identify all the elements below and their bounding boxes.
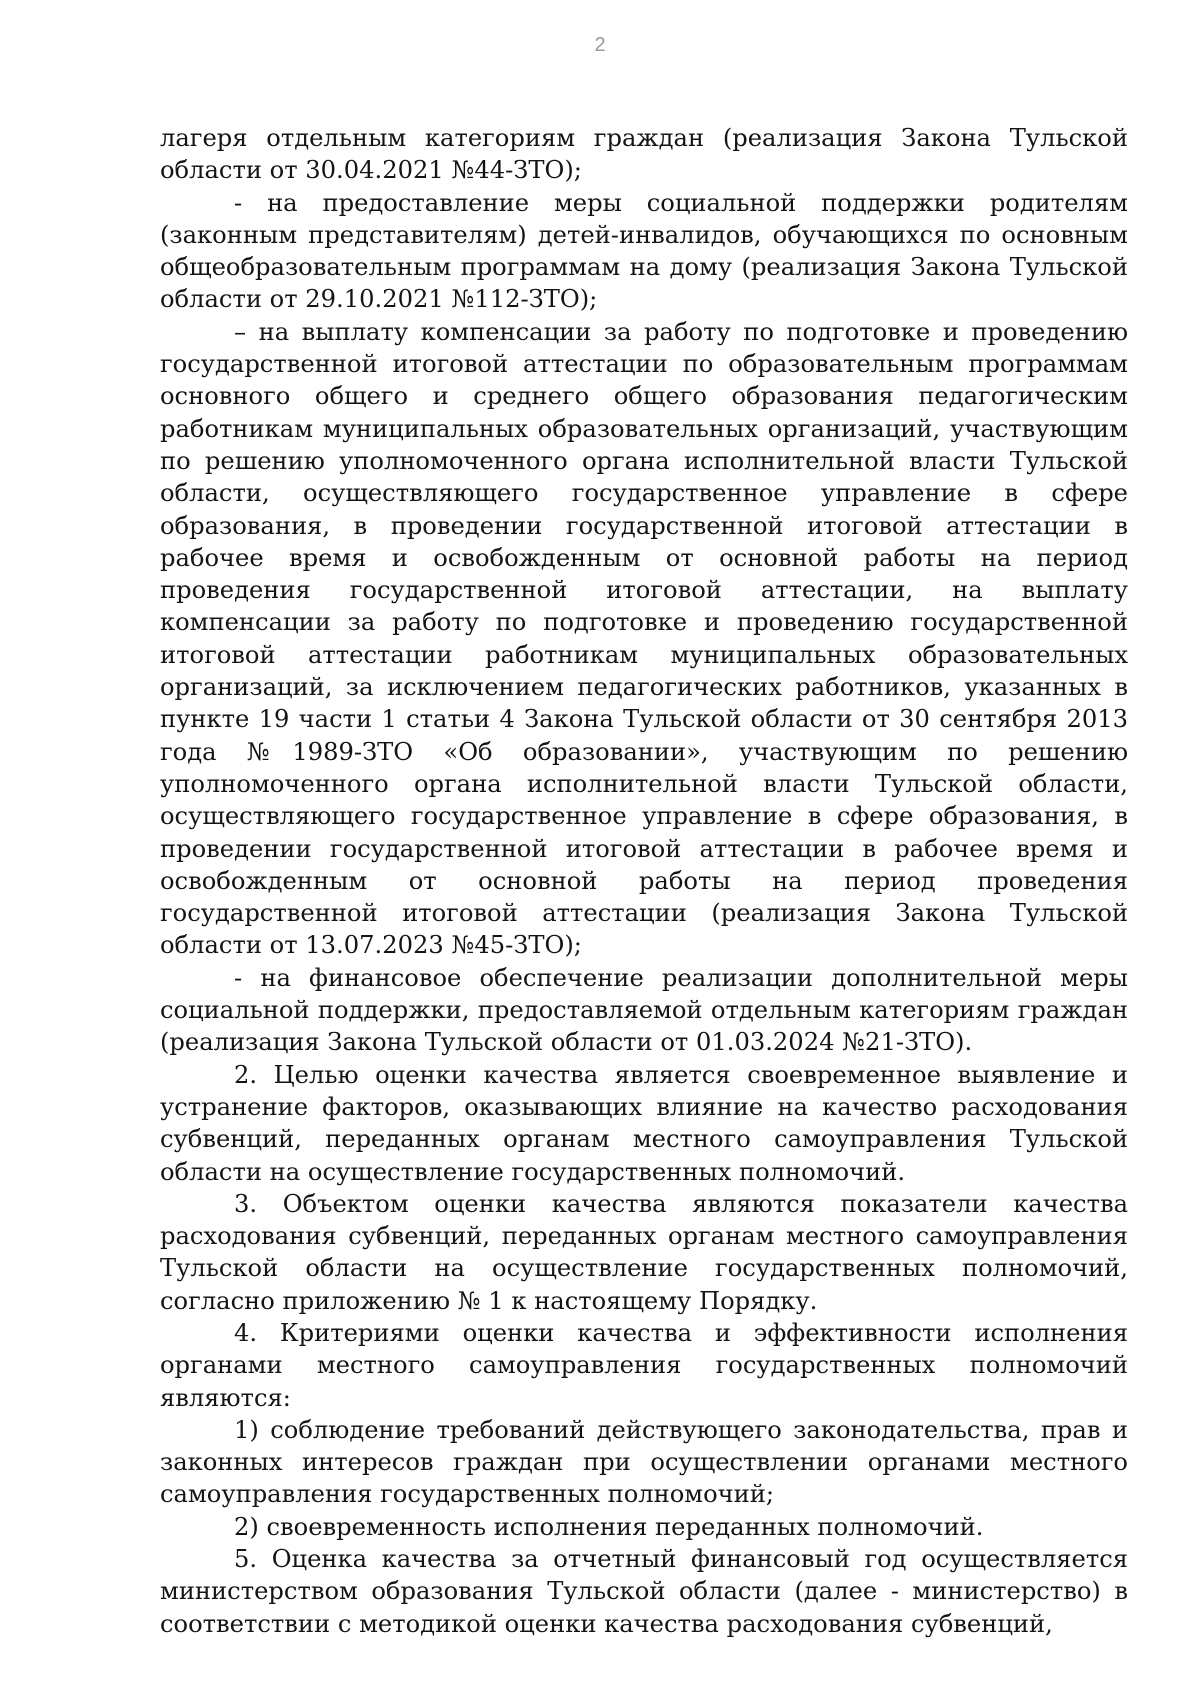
page-number: 2: [594, 34, 606, 56]
paragraph-item-5: 5. Оценка качества за отчетный финансовый год осуществляется министерством образования Тульской области (далее - министерство) в соответствии с методикой оценки качества расходования субвенций,: [160, 1545, 1128, 1638]
document-body: [160, 122, 1128, 1640]
paragraph-attestation-compensation: – на выплату компенсации за работу по подготовке и проведению государственной итоговой аттестации по образовательным программам основного общего и среднего общего образования педагогическим работникам муниципальных образовательных организаций, участвующим по решению уполномоченного органа исполнительной власти Тульской области, осуществляющего государственное управление в сфере образования, в проведении государственной итоговой аттестации в рабочее время и освобожденным от основной работы на период проведения государственной итоговой аттестации, на выплату компенсации за работу по подготовке и проведению государственной итоговой аттестации работникам муниципальных образовательных организаций, за исключением педагогических работников, указанных в пункте 19 части 1 статьи 4 Закона Тульской области от 30 сентября 2013 года №1989-ЗТО «Об образовании», участвующим по решению уполномоченного органа исполнительной власти Тульской области, осуществляющего государственное управление в сфере образования, в проведении государственной итоговой аттестации в рабочее время и освобожденным от основной работы на период проведения государственной итоговой аттестации (реализация Закона Тульской области от 13.07.2023 №45-ЗТО);: [160, 317, 1128, 960]
paragraph-item-2: 2. Целью оценки качества является своевременное выявление и устранение факторов, оказывающих влияние на качество расходования субвенций, переданных органам местного самоуправления Тульской области на осуществление государственных полномочий.: [160, 1060, 1128, 1186]
paragraph-item-4: 4. Критериями оценки качества и эффективности исполнения органами местного самоуправления государственных полномочий являются:: [160, 1318, 1128, 1412]
paragraph-criterion-2: 2) своевременность исполнения переданных полномочий.: [234, 1512, 984, 1541]
paragraph-criterion-1: 1) соблюдение требований действующего законодательства, прав и законных интересов граждан при осуществлении органами местного самоуправления государственных полномочий;: [160, 1415, 1128, 1509]
paragraph-additional-support: - на финансовое обеспечение реализации дополнительной меры социальной поддержки, предоставляемой отдельным категориям граждан (реализация Закона Тульской области от 01.03.2024 №21-ЗТО).: [160, 963, 1128, 1057]
paragraph-disabled-children-support: - на предоставление меры социальной поддержки родителям (законным представителям) детей-инвалидов, обучающихся по основным общеобразовательным программам на дому (реализация Закона Тульской области от 29.10.2021 №112-ЗТО);: [160, 188, 1128, 314]
paragraph-continuation: лагеря отдельным категориям граждан (реализация Закона Тульской области от 30.04.2021 №44-ЗТО);: [160, 124, 1128, 185]
paragraph-item-3: 3. Объектом оценки качества являются показатели качества расходования субвенций, переданных органам местного самоуправления Тульской области на осуществление государственных полномочий, согласно приложению № 1 к настоящему Порядку.: [160, 1189, 1128, 1315]
